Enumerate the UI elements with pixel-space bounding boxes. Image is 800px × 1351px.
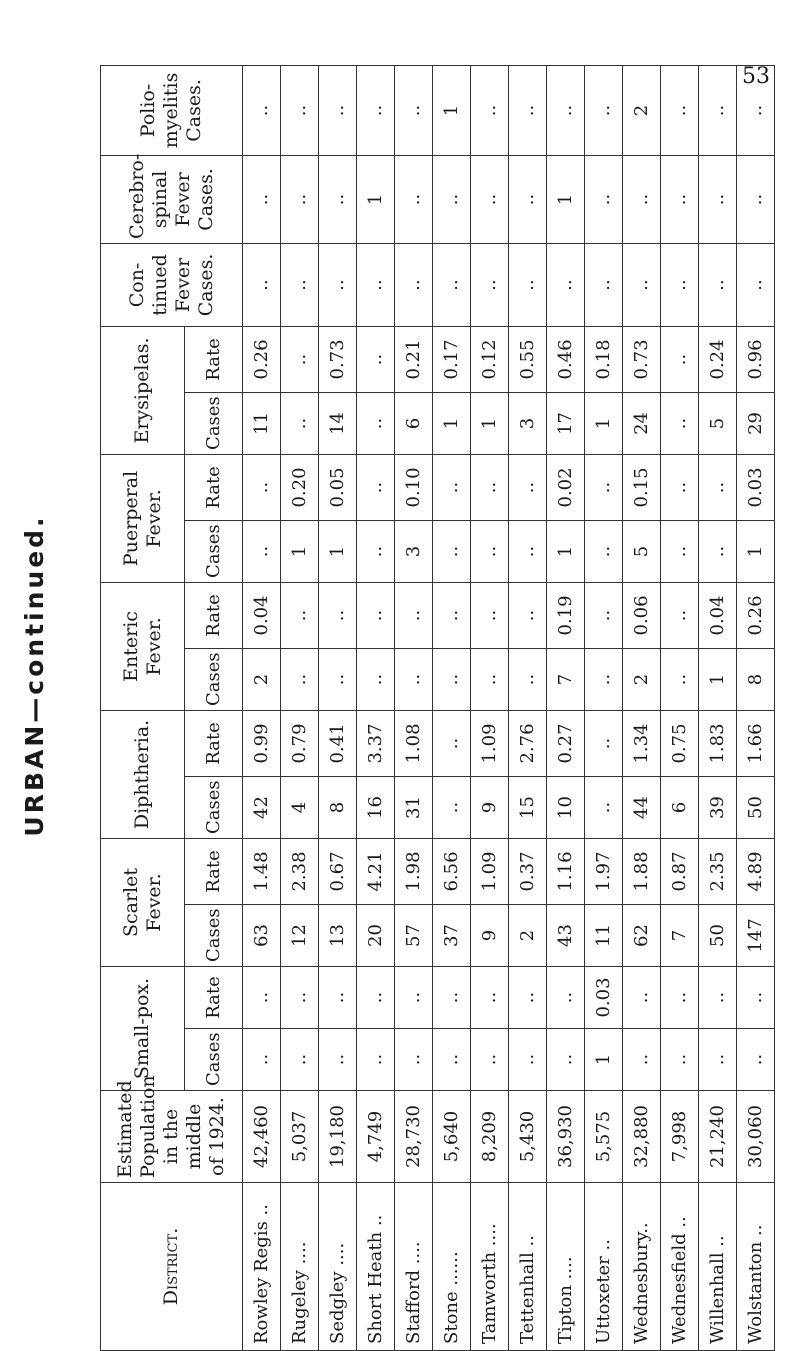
cell-dp-rate: 0.99: [243, 710, 281, 776]
cell-population: 28,730: [395, 1091, 433, 1183]
cell-ef-cases: 7: [547, 648, 585, 710]
cell-ef-rate: 0.19: [547, 582, 585, 648]
cell-sp-cases: ..: [243, 1029, 281, 1091]
cell-er-cases: 17: [547, 392, 585, 454]
cell-po: ..: [509, 65, 547, 155]
cell-ef-rate: ..: [509, 582, 547, 648]
cell-ef-cases: 2: [623, 648, 661, 710]
cell-sf-rate: 4.89: [737, 838, 775, 904]
cell-sp-rate: ..: [737, 966, 775, 1028]
cell-sf-rate: 1.88: [623, 838, 661, 904]
cell-pf-cases: 1: [547, 520, 585, 582]
cell-er-cases: ..: [281, 392, 319, 454]
cell-dp-cases: ..: [433, 776, 471, 838]
cases-subheader: Cases: [185, 648, 243, 710]
table-row: [281, 65, 319, 1350]
cell-ef-rate: 0.26: [737, 582, 775, 648]
cell-sf-cases: 2: [509, 904, 547, 966]
cell-cs: ..: [509, 155, 547, 243]
disease-statistics-table: [100, 65, 775, 1351]
cell-sf-cases: 12: [281, 904, 319, 966]
diphtheria-header: Diphtheria.: [101, 710, 185, 838]
cell-sf-cases: 62: [623, 904, 661, 966]
cell-pf-rate: ..: [509, 454, 547, 520]
cell-cs: ..: [395, 155, 433, 243]
cell-ef-rate: ..: [281, 582, 319, 648]
cell-sf-cases: 11: [585, 904, 623, 966]
rate-subheader: Rate: [185, 454, 243, 520]
cell-pf-cases: ..: [471, 520, 509, 582]
table-body: [243, 65, 775, 1350]
erysipelas-header: Erysipelas.: [101, 326, 185, 454]
cell-sp-cases: ..: [357, 1029, 395, 1091]
cell-cf: ..: [509, 243, 547, 326]
cell-cs: ..: [737, 155, 775, 243]
cerebro-spinal-header: Cerebro- spinal Fever Cases.: [101, 155, 243, 243]
cell-pf-cases: 3: [395, 520, 433, 582]
poliomyelitis-header: Polio- myelitis Cases.: [101, 65, 243, 155]
cell-sp-rate: ..: [433, 966, 471, 1028]
table-row: [623, 65, 661, 1350]
cell-pf-rate: 0.03: [737, 454, 775, 520]
cell-po: ..: [319, 65, 357, 155]
cell-dp-rate: 1.08: [395, 710, 433, 776]
cell-district: Sedgley ....: [319, 1183, 357, 1351]
table-row: [471, 65, 509, 1350]
cases-subheader: Cases: [185, 392, 243, 454]
page-number: 53: [742, 64, 770, 89]
rotated-table-wrapper: [100, 72, 766, 1351]
rate-subheader: Rate: [185, 710, 243, 776]
cell-pf-rate: 0.20: [281, 454, 319, 520]
cell-sf-cases: 13: [319, 904, 357, 966]
cell-er-cases: 29: [737, 392, 775, 454]
smallpox-header: Small-pox.: [101, 966, 185, 1090]
cell-ef-cases: ..: [509, 648, 547, 710]
cell-district: Rowley Regis ..: [243, 1183, 281, 1351]
cell-cf: ..: [395, 243, 433, 326]
cell-pf-rate: ..: [357, 454, 395, 520]
cell-sf-rate: 0.67: [319, 838, 357, 904]
cell-pf-cases: 1: [319, 520, 357, 582]
cell-ef-cases: 1: [699, 648, 737, 710]
cell-po: ..: [281, 65, 319, 155]
cell-sp-cases: 1: [585, 1029, 623, 1091]
cell-dp-rate: 3.37: [357, 710, 395, 776]
cell-cs: ..: [433, 155, 471, 243]
cell-cs: ..: [623, 155, 661, 243]
cell-district: Wednesfield ..: [661, 1183, 699, 1351]
cell-er-cases: ..: [357, 392, 395, 454]
cell-cf: ..: [471, 243, 509, 326]
cell-cf: ..: [737, 243, 775, 326]
cell-sf-cases: 63: [243, 904, 281, 966]
cell-er-rate: 0.26: [243, 326, 281, 392]
cell-po: ..: [243, 65, 281, 155]
cell-dp-rate: 0.27: [547, 710, 585, 776]
cell-sp-rate: ..: [699, 966, 737, 1028]
cell-cs: ..: [243, 155, 281, 243]
cell-sf-cases: 57: [395, 904, 433, 966]
cell-pf-cases: 5: [623, 520, 661, 582]
cell-ef-rate: 0.04: [243, 582, 281, 648]
cell-sp-rate: ..: [661, 966, 699, 1028]
cell-er-rate: 0.46: [547, 326, 585, 392]
cell-cs: 1: [547, 155, 585, 243]
cell-dp-cases: 15: [509, 776, 547, 838]
table-row: [699, 65, 737, 1350]
cases-subheader: Cases: [185, 520, 243, 582]
cell-dp-cases: 50: [737, 776, 775, 838]
cell-sp-cases: ..: [319, 1029, 357, 1091]
cell-dp-rate: 1.66: [737, 710, 775, 776]
cell-ef-cases: ..: [319, 648, 357, 710]
cell-pf-cases: ..: [661, 520, 699, 582]
cell-sp-cases: ..: [661, 1029, 699, 1091]
cell-sp-rate: ..: [319, 966, 357, 1028]
cell-cf: ..: [319, 243, 357, 326]
cell-er-cases: 14: [319, 392, 357, 454]
cell-er-rate: 0.12: [471, 326, 509, 392]
cell-er-rate: 0.96: [737, 326, 775, 392]
cell-er-rate: ..: [357, 326, 395, 392]
cell-ef-rate: ..: [395, 582, 433, 648]
cell-sf-cases: 147: [737, 904, 775, 966]
cell-cf: ..: [433, 243, 471, 326]
cell-er-rate: 0.24: [699, 326, 737, 392]
cell-dp-rate: 0.75: [661, 710, 699, 776]
cell-cf: ..: [585, 243, 623, 326]
cell-pf-rate: ..: [243, 454, 281, 520]
district-header: District.: [101, 1183, 243, 1351]
cell-population: 5,430: [509, 1091, 547, 1183]
rate-subheader: Rate: [185, 582, 243, 648]
cell-sp-cases: ..: [395, 1029, 433, 1091]
cell-ef-rate: ..: [661, 582, 699, 648]
cell-ef-cases: ..: [281, 648, 319, 710]
cell-er-cases: 6: [395, 392, 433, 454]
cell-er-rate: 0.73: [319, 326, 357, 392]
cell-sp-rate: ..: [471, 966, 509, 1028]
cell-ef-rate: ..: [585, 582, 623, 648]
cell-po: ..: [661, 65, 699, 155]
cell-dp-cases: 31: [395, 776, 433, 838]
cell-sp-cases: ..: [547, 1029, 585, 1091]
cell-dp-cases: 16: [357, 776, 395, 838]
cell-sf-cases: 50: [699, 904, 737, 966]
cell-sp-rate: ..: [395, 966, 433, 1028]
cell-cf: ..: [699, 243, 737, 326]
cell-pf-cases: ..: [509, 520, 547, 582]
cell-ef-rate: ..: [471, 582, 509, 648]
cell-sf-rate: 1.48: [243, 838, 281, 904]
rate-subheader: Rate: [185, 966, 243, 1028]
cell-district: Uttoxeter ..: [585, 1183, 623, 1351]
cell-er-rate: 0.55: [509, 326, 547, 392]
cell-dp-rate: 2.76: [509, 710, 547, 776]
cell-cf: ..: [357, 243, 395, 326]
cell-district: Willenhall ..: [699, 1183, 737, 1351]
cell-po: ..: [585, 65, 623, 155]
cell-ef-cases: ..: [471, 648, 509, 710]
table-row: [547, 65, 585, 1350]
cell-er-rate: ..: [281, 326, 319, 392]
cell-ef-rate: ..: [319, 582, 357, 648]
cell-population: 5,037: [281, 1091, 319, 1183]
cell-population: 8,209: [471, 1091, 509, 1183]
cell-pf-rate: ..: [433, 454, 471, 520]
cell-ef-rate: 0.06: [623, 582, 661, 648]
cell-sp-rate: ..: [357, 966, 395, 1028]
cell-sf-rate: 1.09: [471, 838, 509, 904]
cell-er-cases: 24: [623, 392, 661, 454]
cell-sp-cases: ..: [623, 1029, 661, 1091]
cell-pf-cases: 1: [737, 520, 775, 582]
cell-district: Stafford ....: [395, 1183, 433, 1351]
cell-pf-cases: ..: [243, 520, 281, 582]
cell-cf: ..: [547, 243, 585, 326]
cell-dp-rate: ..: [433, 710, 471, 776]
cell-ef-cases: 8: [737, 648, 775, 710]
cell-pf-rate: ..: [699, 454, 737, 520]
cell-sp-cases: ..: [699, 1029, 737, 1091]
cell-sp-rate: 0.03: [585, 966, 623, 1028]
cell-po: ..: [471, 65, 509, 155]
cell-ef-cases: ..: [585, 648, 623, 710]
cell-district: Rugeley ....: [281, 1183, 319, 1351]
cell-sf-rate: 4.21: [357, 838, 395, 904]
cell-ef-cases: ..: [661, 648, 699, 710]
cell-cf: ..: [623, 243, 661, 326]
cell-pf-rate: ..: [661, 454, 699, 520]
cell-district: Short Heath ..: [357, 1183, 395, 1351]
cell-er-cases: 1: [433, 392, 471, 454]
cell-dp-rate: ..: [585, 710, 623, 776]
table-row: [585, 65, 623, 1350]
cell-population: 42,460: [243, 1091, 281, 1183]
cell-sf-rate: 0.87: [661, 838, 699, 904]
cell-sf-cases: 9: [471, 904, 509, 966]
table-row: [395, 65, 433, 1350]
enteric-fever-header: Enteric Fever.: [101, 582, 185, 710]
continued-fever-header: Con- tinued Fever Cases.: [101, 243, 243, 326]
cell-sf-cases: 37: [433, 904, 471, 966]
cell-er-rate: 0.18: [585, 326, 623, 392]
cell-pf-cases: 1: [281, 520, 319, 582]
cell-po: ..: [395, 65, 433, 155]
cell-sf-rate: 2.38: [281, 838, 319, 904]
cell-pf-rate: 0.15: [623, 454, 661, 520]
cell-sp-cases: ..: [509, 1029, 547, 1091]
cell-po: ..: [699, 65, 737, 155]
cell-cs: ..: [319, 155, 357, 243]
cell-ef-rate: ..: [433, 582, 471, 648]
cell-sf-cases: 20: [357, 904, 395, 966]
cell-pf-cases: ..: [357, 520, 395, 582]
table-row: [509, 65, 547, 1350]
cell-population: 5,575: [585, 1091, 623, 1183]
rate-subheader: Rate: [185, 838, 243, 904]
cell-er-cases: 11: [243, 392, 281, 454]
cell-er-cases: ..: [661, 392, 699, 454]
cases-subheader: Cases: [185, 1029, 243, 1091]
cell-sf-rate: 6.56: [433, 838, 471, 904]
cell-dp-rate: 1.83: [699, 710, 737, 776]
cell-er-cases: 3: [509, 392, 547, 454]
cell-population: 5,640: [433, 1091, 471, 1183]
cell-ef-cases: ..: [395, 648, 433, 710]
cell-dp-cases: 6: [661, 776, 699, 838]
cell-sf-rate: 2.35: [699, 838, 737, 904]
table-row: [243, 65, 281, 1350]
cell-dp-cases: 39: [699, 776, 737, 838]
cell-er-rate: 0.73: [623, 326, 661, 392]
cell-cf: ..: [661, 243, 699, 326]
cell-po: ..: [357, 65, 395, 155]
cell-er-rate: ..: [661, 326, 699, 392]
cell-cs: ..: [281, 155, 319, 243]
cell-sp-rate: ..: [509, 966, 547, 1028]
cell-sp-rate: ..: [623, 966, 661, 1028]
cell-er-cases: 1: [585, 392, 623, 454]
puerperal-fever-header: Puerperal Fever.: [101, 454, 185, 582]
cell-sp-rate: ..: [547, 966, 585, 1028]
cell-dp-cases: 9: [471, 776, 509, 838]
cell-cf: ..: [243, 243, 281, 326]
cell-dp-rate: 1.09: [471, 710, 509, 776]
scarlet-fever-header: Scarlet Fever.: [101, 838, 185, 966]
cell-population: 30,060: [737, 1091, 775, 1183]
cell-ef-rate: 0.04: [699, 582, 737, 648]
cell-population: 19,180: [319, 1091, 357, 1183]
cell-sp-rate: ..: [281, 966, 319, 1028]
cell-population: 21,240: [699, 1091, 737, 1183]
cell-pf-rate: ..: [471, 454, 509, 520]
cell-po: ..: [547, 65, 585, 155]
table-row: [357, 65, 395, 1350]
cell-sf-rate: 1.98: [395, 838, 433, 904]
cell-pf-cases: ..: [699, 520, 737, 582]
cell-district: Wednesbury..: [623, 1183, 661, 1351]
table-row: [433, 65, 471, 1350]
cell-cs: 1: [357, 155, 395, 243]
cell-po: 1: [433, 65, 471, 155]
rate-subheader: Rate: [185, 326, 243, 392]
cell-sf-cases: 7: [661, 904, 699, 966]
cell-district: Stone ......: [433, 1183, 471, 1351]
cell-district: Tettenhall ..: [509, 1183, 547, 1351]
table-row: [319, 65, 357, 1350]
cell-cs: ..: [699, 155, 737, 243]
cell-population: 7,998: [661, 1091, 699, 1183]
cell-population: 4,749: [357, 1091, 395, 1183]
cell-ef-cases: 2: [243, 648, 281, 710]
table-row: [661, 65, 699, 1350]
cell-sp-cases: ..: [737, 1029, 775, 1091]
table-row: [737, 65, 775, 1350]
cell-er-cases: 1: [471, 392, 509, 454]
cell-pf-rate: 0.10: [395, 454, 433, 520]
cell-ef-cases: ..: [357, 648, 395, 710]
cell-population: 32,880: [623, 1091, 661, 1183]
cell-dp-cases: ..: [585, 776, 623, 838]
cell-po: ..: [737, 65, 775, 155]
cell-dp-cases: 4: [281, 776, 319, 838]
cell-pf-cases: ..: [585, 520, 623, 582]
cell-pf-cases: ..: [433, 520, 471, 582]
cases-subheader: Cases: [185, 776, 243, 838]
cell-dp-cases: 44: [623, 776, 661, 838]
cell-po: 2: [623, 65, 661, 155]
cell-dp-cases: 10: [547, 776, 585, 838]
cell-pf-rate: 0.05: [319, 454, 357, 520]
cell-sp-rate: ..: [243, 966, 281, 1028]
cell-ef-cases: ..: [433, 648, 471, 710]
cell-er-rate: 0.17: [433, 326, 471, 392]
cell-cs: ..: [471, 155, 509, 243]
cell-pf-rate: 0.02: [547, 454, 585, 520]
cell-dp-cases: 42: [243, 776, 281, 838]
cell-pf-rate: ..: [585, 454, 623, 520]
population-header: Estimated Population in the middle of 1924.: [101, 1091, 243, 1183]
cell-dp-rate: 0.41: [319, 710, 357, 776]
cell-cs: ..: [585, 155, 623, 243]
cell-sf-rate: 1.97: [585, 838, 623, 904]
cell-district: Tamworth ....: [471, 1183, 509, 1351]
section-title: URBAN—continued.: [20, 514, 49, 837]
cell-cf: ..: [281, 243, 319, 326]
cell-dp-rate: 0.79: [281, 710, 319, 776]
cell-er-rate: 0.21: [395, 326, 433, 392]
cell-sp-cases: ..: [433, 1029, 471, 1091]
cell-district: Tipton ....: [547, 1183, 585, 1351]
cell-cs: ..: [661, 155, 699, 243]
cell-sf-rate: 1.16: [547, 838, 585, 904]
cell-dp-rate: 1.34: [623, 710, 661, 776]
cell-sf-cases: 43: [547, 904, 585, 966]
cell-district: Wolstanton ..: [737, 1183, 775, 1351]
cell-ef-rate: ..: [357, 582, 395, 648]
cell-sp-cases: ..: [471, 1029, 509, 1091]
cell-er-cases: 5: [699, 392, 737, 454]
cell-dp-cases: 8: [319, 776, 357, 838]
cell-sp-cases: ..: [281, 1029, 319, 1091]
cell-population: 36,930: [547, 1091, 585, 1183]
cases-subheader: Cases: [185, 904, 243, 966]
cell-sf-rate: 0.37: [509, 838, 547, 904]
